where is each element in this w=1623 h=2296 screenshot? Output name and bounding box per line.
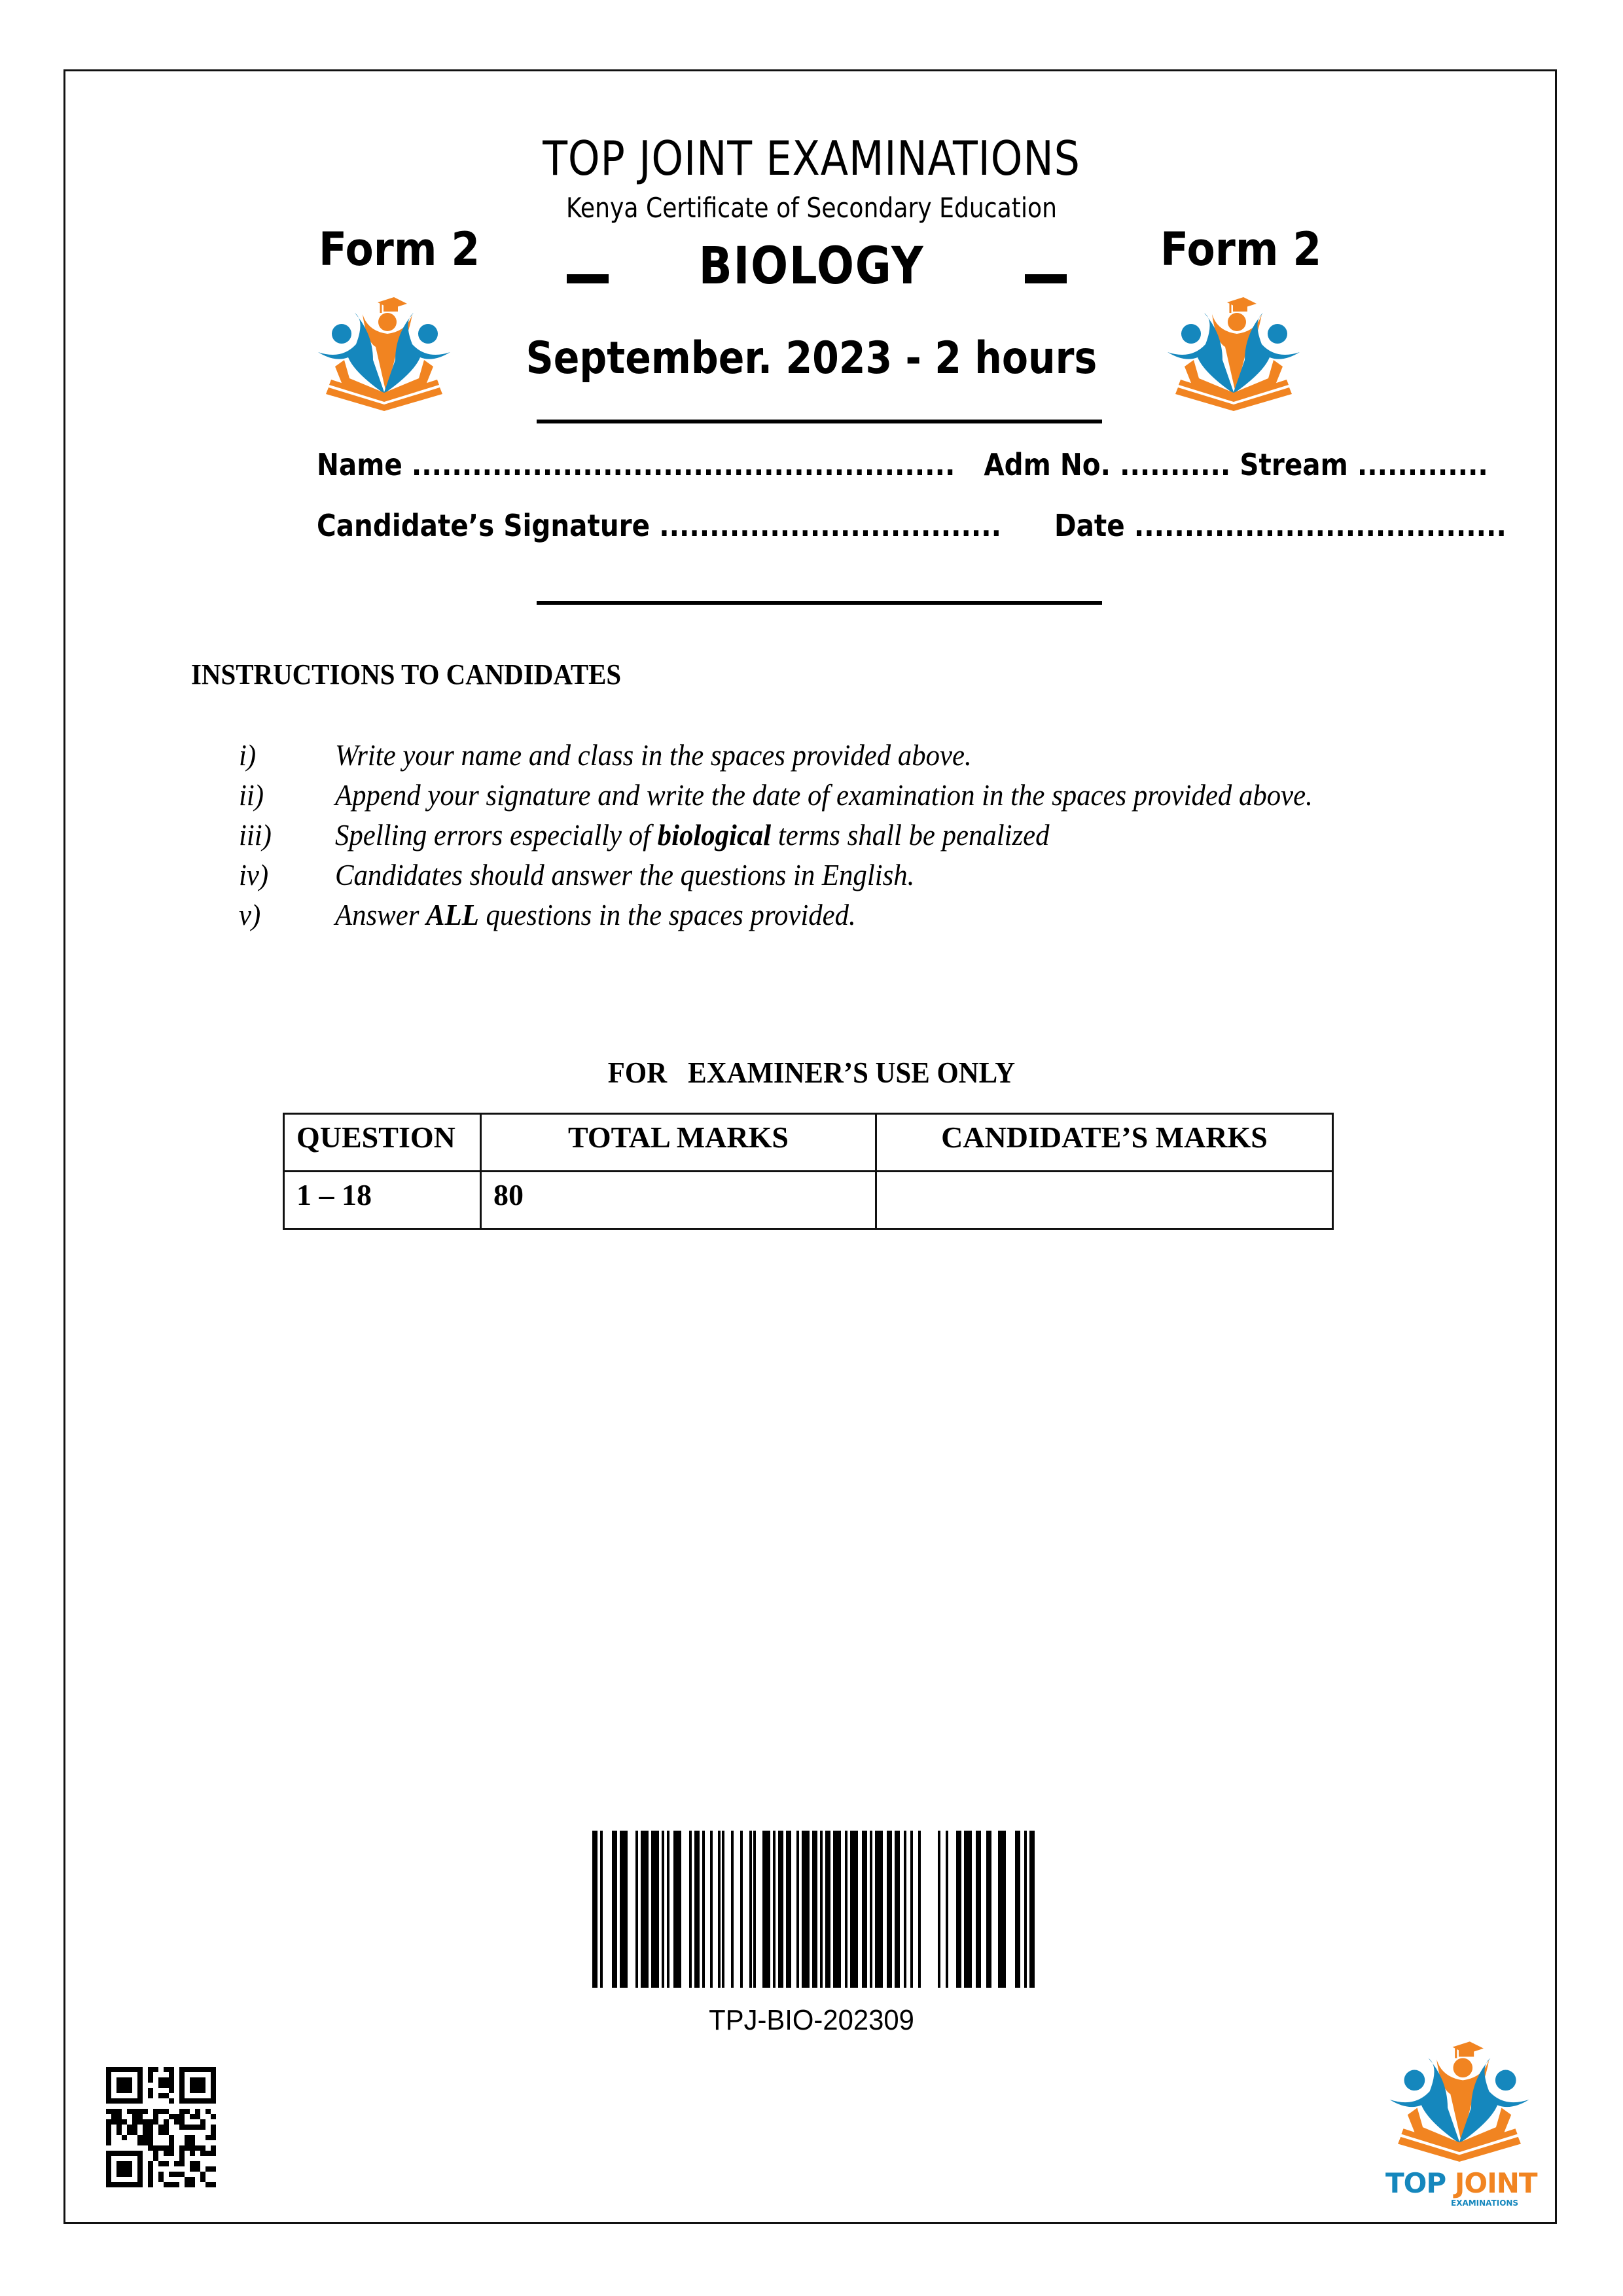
exam-title: TOP JOINT EXAMINATIONS xyxy=(543,131,1080,186)
instruction-text: Candidates should answer the questions in English. xyxy=(335,858,915,891)
instruction-text xyxy=(335,897,856,932)
marks-table xyxy=(283,1113,1334,1230)
logo-word-top: TOP xyxy=(1385,2167,1446,2199)
instruction-number: iii) xyxy=(239,818,272,852)
header-rule-top xyxy=(537,420,1102,423)
name-field[interactable]: ...................................................... xyxy=(411,447,955,482)
instruction-text: Append your signature and write the date of examination in the spaces provided above. xyxy=(335,778,1313,812)
stream-label: Stream xyxy=(1240,447,1348,482)
examiner-heading: FOR EXAMINER’S USE ONLY xyxy=(607,1056,1016,1089)
signature-label: Candidate’s Signature xyxy=(317,508,651,543)
footer-logo-wordmark xyxy=(1385,2167,1537,2199)
candidate-fields-row-2 xyxy=(317,508,1507,543)
instruction-text-part: terms shall be penalized xyxy=(771,818,1050,852)
stream-field[interactable]: ............. xyxy=(1357,447,1488,482)
qr-code-icon xyxy=(106,2067,216,2187)
subject-title: BIOLOGY xyxy=(698,237,925,296)
table-row xyxy=(284,1172,1333,1229)
instruction-text-part: questions in the spaces provided. xyxy=(478,898,856,931)
column-header-total-marks: TOTAL MARKS xyxy=(481,1114,876,1172)
graduate-book-logo-icon xyxy=(1165,295,1302,412)
form-label-right: Form 2 xyxy=(1160,223,1322,276)
instruction-text xyxy=(335,817,1050,852)
column-header-candidate-marks: CANDIDATE’S MARKS xyxy=(876,1114,1333,1172)
barcode-label: TPJ-BIO-202309 xyxy=(709,2004,914,2036)
date-label: Date xyxy=(1054,508,1125,543)
graduate-book-logo-icon xyxy=(315,295,453,412)
instruction-emphasis: biological xyxy=(657,818,772,852)
header-rule-bottom xyxy=(537,601,1102,605)
adm-no-field[interactable]: ........... xyxy=(1120,447,1231,482)
column-header-question: QUESTION xyxy=(284,1114,481,1172)
logo-tagline: EXAMINATIONS xyxy=(1451,2198,1519,2208)
instruction-emphasis: ALL xyxy=(426,898,479,931)
adm-no-label: Adm No. xyxy=(984,447,1111,482)
instruction-number: iv) xyxy=(239,858,269,891)
instruction-text: Write your name and class in the spaces provided above. xyxy=(335,738,972,772)
instruction-text-part: Answer xyxy=(335,898,427,931)
cell-question: 1 – 18 xyxy=(284,1172,481,1229)
cell-candidate-marks[interactable] xyxy=(876,1172,1333,1229)
form-label-left: Form 2 xyxy=(319,223,480,276)
date-field[interactable]: ..................................... xyxy=(1133,508,1507,543)
name-label: Name xyxy=(317,447,402,482)
footer-logo xyxy=(1378,2039,1541,2215)
instruction-number: ii) xyxy=(239,778,264,812)
instruction-number: v) xyxy=(239,898,261,931)
exam-subtitle: Kenya Certificate of Secondary Education xyxy=(565,192,1057,224)
table-header-row xyxy=(284,1114,1333,1172)
cell-total-marks: 80 xyxy=(481,1172,876,1229)
instruction-number: i) xyxy=(239,738,257,772)
signature-field[interactable]: .................................. xyxy=(659,508,1002,543)
instructions-heading: INSTRUCTIONS TO CANDIDATES xyxy=(191,658,622,691)
instruction-text-part: Spelling errors especially of xyxy=(335,818,658,852)
graduate-book-logo-icon xyxy=(1384,2039,1535,2163)
barcode-icon xyxy=(592,1831,1041,1988)
candidate-fields-row-1 xyxy=(317,447,1488,482)
date-duration: September. 2023 - 2 hours xyxy=(526,332,1097,384)
logo-word-joint: JOINT xyxy=(1454,2167,1537,2199)
